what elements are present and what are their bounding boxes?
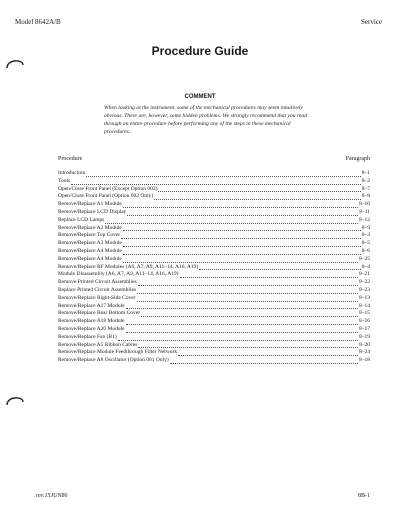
- dot-leader: [123, 225, 361, 231]
- toc-row: [58, 334, 370, 342]
- toc-row: [58, 209, 370, 217]
- dot-leader: [170, 358, 358, 364]
- dot-leader: [71, 179, 361, 185]
- dot-leader: [199, 264, 361, 270]
- procedure-title: Remove/Replace Top Cover: [58, 232, 121, 239]
- procedure-title: Introduction: [58, 170, 86, 176]
- toc-row: [58, 342, 370, 350]
- procedure-title: Replace LCD Lamps: [58, 216, 105, 223]
- toc-row: [58, 256, 370, 264]
- paragraph-number: 8–2: [361, 177, 370, 184]
- toc-row: [58, 349, 370, 357]
- dot-leader: [86, 171, 361, 177]
- procedure-title: Remove/Replace A8 Oscillator (Option 001 Only): [58, 357, 169, 364]
- dot-leader: [178, 350, 358, 356]
- dot-leader: [138, 280, 358, 286]
- paragraph-number: 8–14: [359, 302, 370, 309]
- toc-row: [58, 310, 370, 318]
- procedure-title: Remove/Replace A17 Module: [58, 302, 125, 309]
- paragraph-number: 8–25: [359, 255, 370, 262]
- dot-leader: [154, 194, 361, 200]
- paragraph-number: 8–17: [359, 325, 370, 332]
- procedure-title: Remove/Replace A18 Module: [58, 318, 125, 325]
- procedure-title: Remove/Replace Right-Side Cover: [58, 294, 136, 301]
- paragraph-number: 8–24: [359, 349, 370, 356]
- paragraph-number: 8–20: [359, 341, 370, 348]
- procedure-title: Open/Close Front Panel (Option 002 Only): [58, 193, 154, 200]
- procedure-title: Remove Printed Circuit Assemblies: [58, 279, 137, 286]
- procedure-title: Remove/Replace A20 Module: [58, 325, 125, 332]
- toc-row: [58, 232, 370, 240]
- paragraph-number: 8–9: [361, 224, 370, 231]
- procedure-title: Module Disassembly (A6, A7, A9, A11–14, A16, A19): [58, 271, 179, 278]
- paragraph-number: 8–19: [359, 333, 370, 340]
- toc-row: [58, 178, 370, 186]
- dot-leader: [126, 319, 358, 325]
- page-number: 8B-1: [358, 493, 370, 499]
- comment-body: When looking at the instrument, some of the mechanical procedures may seem intuitively obvious. There are, however, some hidden problems. We strongly recommend that you read through an entire procedure before performing any of the steps in these mechanical procedures.: [104, 105, 307, 135]
- paragraph-number: 8–11: [359, 208, 370, 215]
- toc-row: [58, 271, 370, 279]
- dot-leader: [141, 311, 358, 317]
- procedure-title: Remove/Replace A4 Module: [58, 247, 122, 254]
- toc-row: [58, 295, 370, 303]
- procedure-title: Open/Close Front Panel (Except Option 002): [58, 185, 158, 192]
- paragraph-number: 8–5: [361, 240, 370, 247]
- model-label: Model 8642A/B: [15, 18, 61, 26]
- paragraph-number: 8–23: [359, 286, 370, 293]
- dot-leader: [121, 233, 361, 239]
- paragraph-number: 8–15: [359, 310, 370, 317]
- procedure-title: Remove/Replace RF Modules (A6, A7, A9, A11–14, A16, A19): [58, 263, 199, 270]
- dot-leader: [126, 303, 358, 309]
- dot-leader: [180, 272, 359, 278]
- paragraph-number: 8–10: [359, 201, 370, 208]
- dot-leader: [123, 241, 361, 247]
- procedure-title: Replace Printed Circuit Assemblies: [58, 286, 137, 293]
- dot-leader: [126, 327, 358, 333]
- paragraph-number: 8–13: [359, 294, 370, 301]
- comment-heading: COMMENT: [184, 94, 216, 100]
- procedure-title: Remove/Replace Module Feedthrough Filter Network: [58, 349, 178, 356]
- procedure-title: Remove/Replace A2 Module: [58, 224, 122, 231]
- dot-leader: [137, 296, 358, 302]
- paragraph-number: 8–21: [359, 271, 370, 278]
- paragraph-number: 8–8: [361, 193, 370, 200]
- paragraph-number: 8–12: [359, 216, 370, 223]
- paragraph-number: 8–7: [361, 185, 370, 192]
- page-title: Procedure Guide: [151, 44, 249, 58]
- dot-leader: [105, 218, 358, 224]
- dot-leader: [127, 210, 358, 216]
- binder-hole-bottom: [5, 392, 25, 406]
- revision-date: rev.15JUN86: [36, 493, 68, 499]
- dot-leader: [123, 202, 358, 208]
- toc-row: [58, 170, 370, 178]
- procedure-title: Tools: [58, 177, 71, 184]
- toc-row: [58, 240, 370, 248]
- dot-leader: [137, 288, 358, 294]
- dot-leader: [118, 335, 358, 341]
- toc-row: [58, 326, 370, 334]
- procedure-title: Remove/Replace A5 Ribbon Cables: [58, 341, 138, 348]
- toc-row: [58, 279, 370, 287]
- paragraph-number: 8–1: [361, 170, 370, 176]
- procedure-title: Remove/Replace LCD Display: [58, 208, 127, 215]
- column-header-procedure: Procedure: [58, 156, 83, 162]
- toc-row: [58, 225, 370, 233]
- paragraph-number: 8–3: [361, 232, 370, 239]
- paragraph-number: 8–22: [359, 279, 370, 286]
- toc-row: [58, 193, 370, 201]
- toc-row: [58, 287, 370, 295]
- toc-row: [58, 248, 370, 256]
- procedure-list: [58, 170, 370, 365]
- paragraph-number: 8–6: [361, 247, 370, 254]
- toc-row: [58, 318, 370, 326]
- paragraph-number: 8–18: [359, 357, 370, 364]
- paragraph-number: 8–4: [361, 263, 370, 270]
- toc-row: [58, 217, 370, 225]
- dot-leader: [123, 249, 361, 255]
- procedure-title: Remove/Replace A3 Module: [58, 240, 122, 247]
- procedure-title: Remove/Replace Rear Bottom Cover: [58, 310, 141, 317]
- paragraph-number: 8–16: [359, 318, 370, 325]
- procedure-title: Remove/Replace A1 Module: [58, 201, 122, 208]
- procedure-title: Remove/Replace Fan (B1): [58, 333, 117, 340]
- toc-row: [58, 357, 370, 365]
- dot-leader: [123, 257, 358, 263]
- dot-leader: [138, 342, 358, 348]
- column-header-paragraph: Paragraph: [345, 156, 370, 162]
- dot-leader: [158, 186, 360, 192]
- toc-row: [58, 303, 370, 311]
- procedure-title: Remove/Replace A4 Module: [58, 255, 122, 262]
- section-label: Service: [361, 18, 382, 26]
- toc-row: [58, 201, 370, 209]
